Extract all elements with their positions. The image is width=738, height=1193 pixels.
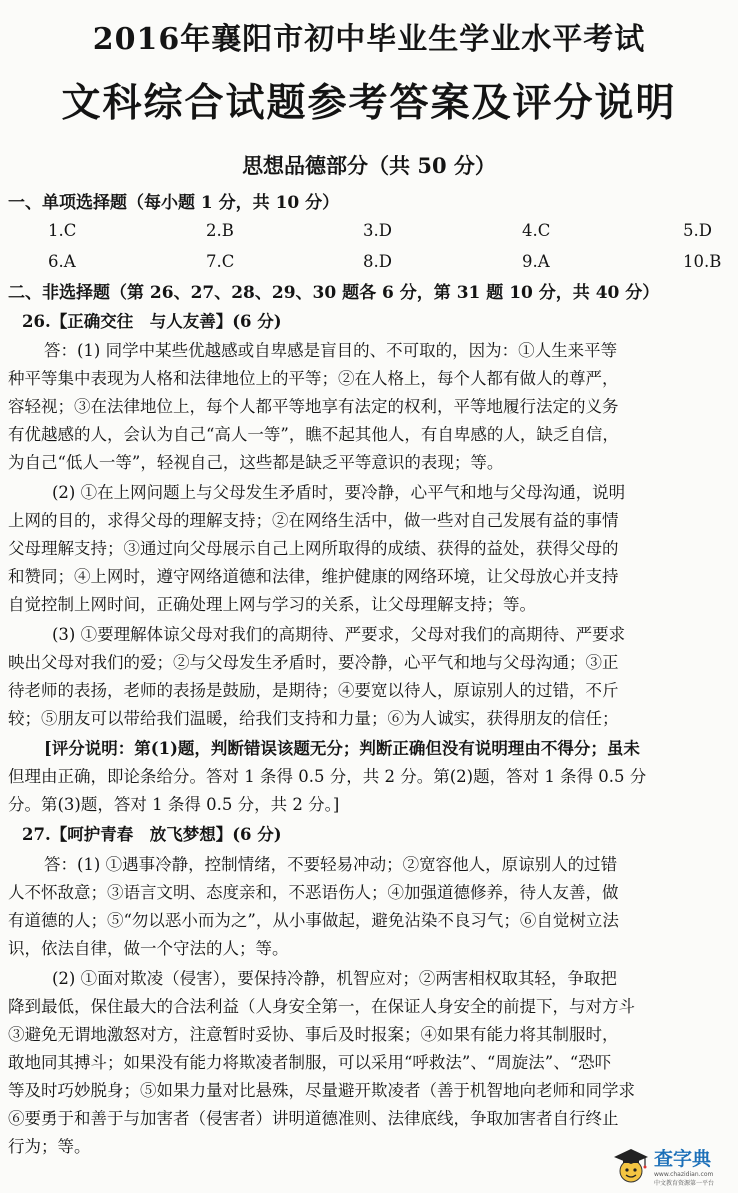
answer-item: 9.A: [522, 252, 550, 271]
logo-name: 查字典: [654, 1147, 712, 1170]
text-line: (2) ①在上网问题上与父母发生矛盾时，要冷静，心平气和地与父母沟通，说明: [52, 483, 626, 502]
text-line: 较；⑤朋友可以带给我们温暖，给我们支持和力量；⑥为人诚实，获得朋友的信任；: [8, 709, 619, 728]
text-line: 容轻视；③在法律地位上，每个人都平等地享有法定的权利，平等地履行法定的义务: [8, 397, 619, 416]
text-line: 降到最低，保住最大的合法利益（人身安全第一，在保证人身安全的前提下，与对方斗: [8, 997, 635, 1016]
question-27-heading: 27.【呵护青春 放飞梦想】(6 分): [22, 825, 282, 844]
text-line: 自觉控制上网时间，正确处理上网与学习的关系，让父母理解支持；等。: [8, 595, 536, 614]
answer-item: 5.D: [683, 221, 712, 240]
answer-item: 4.C: [522, 221, 551, 240]
text-line: 有道德的人；⑤“勿以恶小而为之”，从小事做起，避免沾染不良习气；⑥自觉树立法: [8, 911, 619, 930]
chazidian-logo: [612, 1142, 732, 1188]
text-line: 为自己“低人一等”，轻视自己，这些都是缺乏平等意识的表现；等。: [8, 453, 504, 472]
text-line: 敢地同其搏斗；如果没有能力将欺凌者制服，可以采用“呼救法”、“周旋法”、“恐吓: [8, 1053, 612, 1072]
logo-slogan: 中文教育资源第一平台: [654, 1179, 715, 1187]
question-26-heading: 26.【正确交往 与人友善】(6 分): [22, 312, 282, 331]
text-line: 行为；等。: [8, 1137, 91, 1156]
answer-item: 7.C: [206, 252, 235, 271]
answer-item: 10.B: [683, 252, 722, 271]
text-line: 种平等集中表现为人格和法律地位上的平等；②在人格上，每个人都有做人的尊严，: [8, 369, 619, 388]
answer-item: 6.A: [48, 252, 76, 271]
answer-row-2: [0, 252, 738, 278]
answer-item: 2.B: [206, 221, 234, 240]
answer-item: 8.D: [363, 252, 392, 271]
section-subtitle: 思想品德部分（共 50 分）: [242, 153, 496, 178]
text-line: 映出父母对我们的爱；②与父母发生矛盾时，要冷静，心平气和地与父母沟通；③正: [8, 653, 619, 672]
single-choice-heading: 一、单项选择题（每小题 1 分，共 10 分）: [8, 193, 340, 213]
text-line: 答：(1) ①遇事冷静，控制情绪，不要轻易冲动；②宽容他人，原谅别人的过错: [44, 855, 618, 874]
text-line: 答：(1) 同学中某些优越感或自卑感是盲目的、不可取的，因为：①人生来平等: [44, 341, 618, 360]
answer-item: 1.C: [48, 221, 77, 240]
exam-title: 2016年襄阳市初中毕业生学业水平考试: [92, 22, 646, 57]
answer-row-1: [0, 221, 738, 247]
text-line: (3) ①要理解体谅父母对我们的高期待、严要求，父母对我们的高期待、严要求: [52, 625, 626, 644]
non-choice-heading: 二、非选择题（第 26、27、28、29、30 题各 6 分，第 31 题 10 分，共 40 分）: [8, 283, 660, 303]
document-title: 文科综合试题参考答案及评分说明: [61, 80, 677, 126]
logo-url: www.chazidian.com: [654, 1170, 714, 1178]
text-line: 有优越感的人，会认为自己“高人一等”，瞧不起其他人，有自卑感的人，缺乏自信，: [8, 425, 619, 444]
scoring-note: [评分说明：第(1)题，判断错误该题无分；判断正确但没有说明理由不得分；虽未: [44, 739, 640, 758]
text-line: 等及时巧妙脱身；⑤如果力量对比悬殊，尽量避开欺凌者（善于机智地向老师和同学求: [8, 1081, 635, 1100]
text-line: 父母理解支持；③通过向父母展示自己上网所取得的成绩、获得的益处，获得父母的: [8, 539, 619, 558]
text-line: 和赞同；④上网时，遵守网络道德和法律，维护健康的网络环境，让父母放心并支持: [8, 567, 619, 586]
scoring-note: 分。第(3)题，答对 1 条得 0.5 分，共 2 分。]: [8, 795, 340, 814]
text-line: (2) ①面对欺凌（侵害），要保持冷静，机智应对；②两害相权取其轻，争取把: [52, 969, 617, 988]
text-line: ③避免无谓地激怒对方，注意暂时妥协、事后及时报案；④如果有能力将其制服时，: [8, 1025, 619, 1044]
text-line: 识，依法自律，做一个守法的人；等。: [8, 939, 289, 958]
text-line: 待老师的表扬，老师的表扬是鼓励，是期待；④要宽以待人，原谅别人的过错，不斤: [8, 681, 619, 700]
text-line: ⑥要勇于和善于与加害者（侵害者）讲明道德准则、法律底线，争取加害者自行终止: [8, 1109, 619, 1128]
graduate-cap-icon: [612, 1145, 650, 1185]
scoring-note: 但理由正确，即论条给分。答对 1 条得 0.5 分，共 2 分。第(2)题，答对 1 条得 0.5 分: [8, 767, 647, 786]
text-line: 人不怀敌意；③语言文明、态度亲和，不恶语伤人；④加强道德修养，待人友善，做: [8, 883, 619, 902]
answer-item: 3.D: [363, 221, 392, 240]
text-line: 上网的目的，求得父母的理解支持；②在网络生活中，做一些对自己发展有益的事情: [8, 511, 619, 530]
